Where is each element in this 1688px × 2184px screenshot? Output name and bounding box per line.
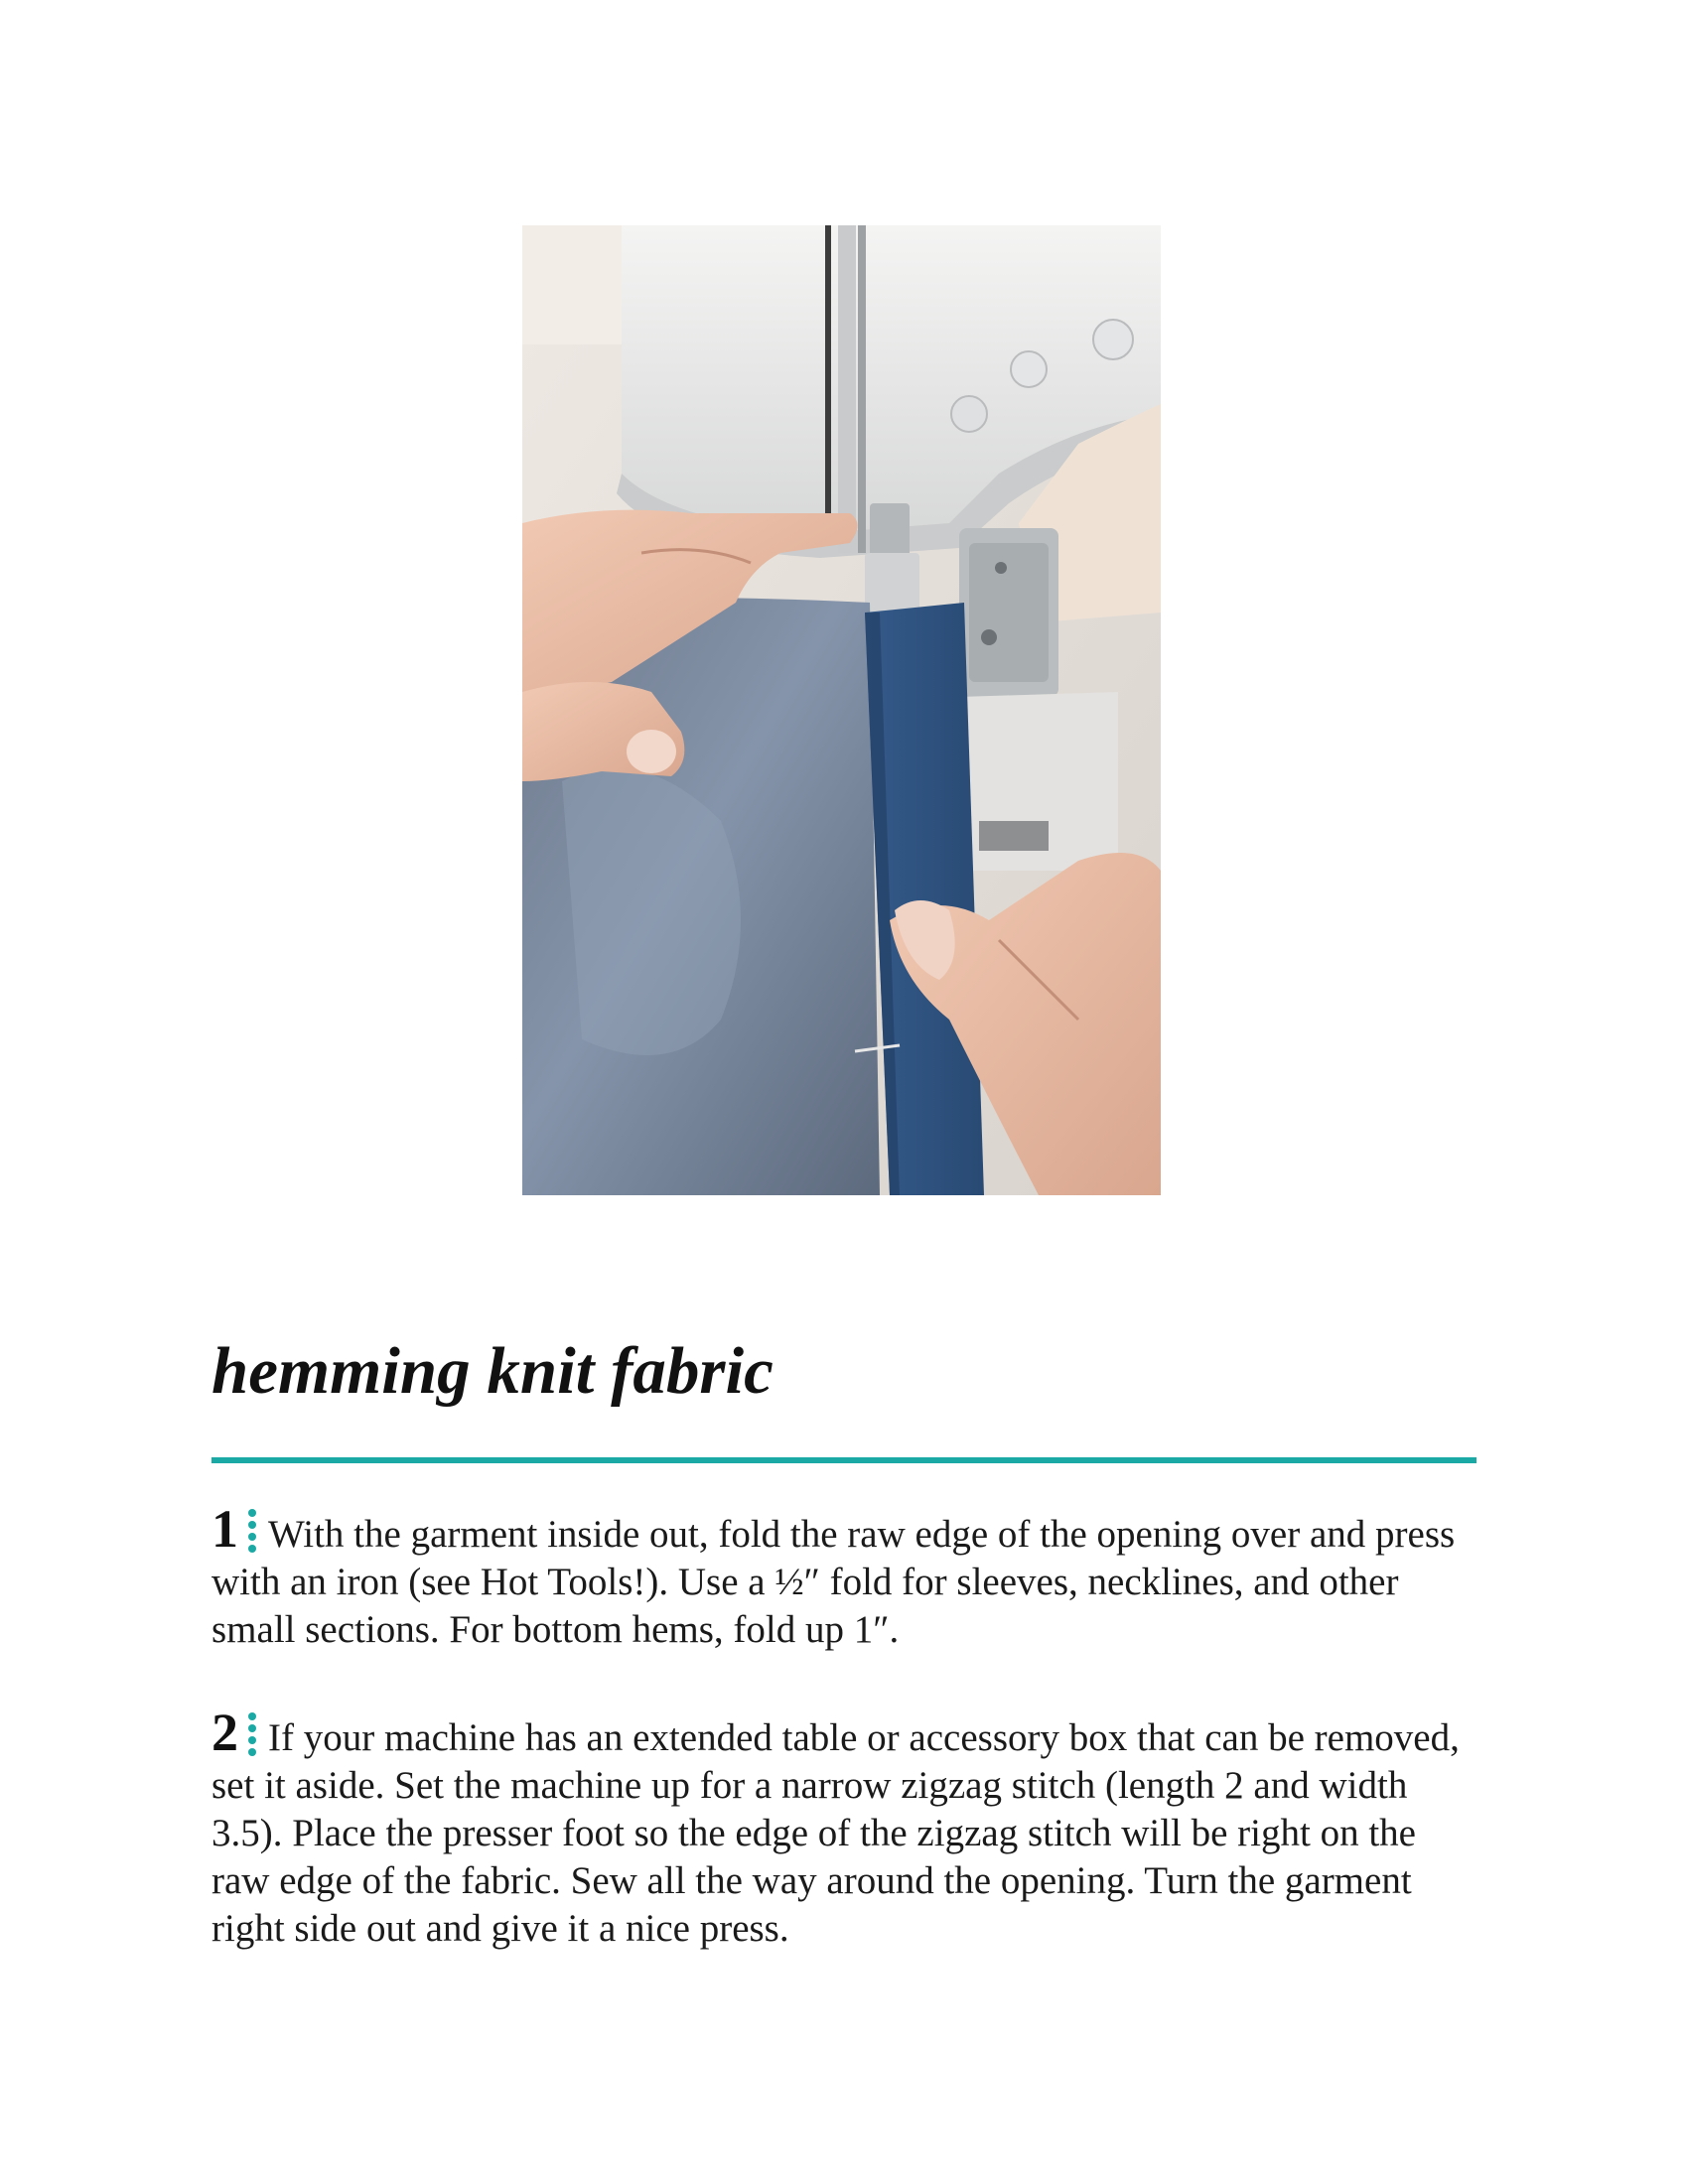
sewing-machine-hemming-photo [522,225,1161,1195]
step-1-text: With the garment inside out, fold the raw edge of the opening over and press with an iron (see Hot Tools!). Use a ½″ fold for sleeves, necklines, and other small sections. For bottom hems, fold up 1″. [211,1513,1456,1651]
dotted-separator-icon [246,1710,258,1760]
step-2-number: 2 [211,1703,238,1762]
step-1 [211,1499,1482,1654]
steps-list [211,1499,1482,2007]
title-divider [211,1457,1477,1463]
dotted-separator-icon [246,1507,258,1557]
step-1-number: 1 [211,1499,238,1559]
step-2 [211,1703,1482,1953]
step-2-text: If your machine has an extended table or accessory box that can be removed, set it aside. Set the machine up for a narrow zigzag stitch (length 2 and width 3.5). Place the presser foot so the edge of the zigzag stitch will be right on the raw edge of the fabric. Sew all the way around the opening. Turn the garment right side out and give it a nice press. [211,1716,1460,1950]
page-title: hemming knit fabric [211,1334,774,1408]
